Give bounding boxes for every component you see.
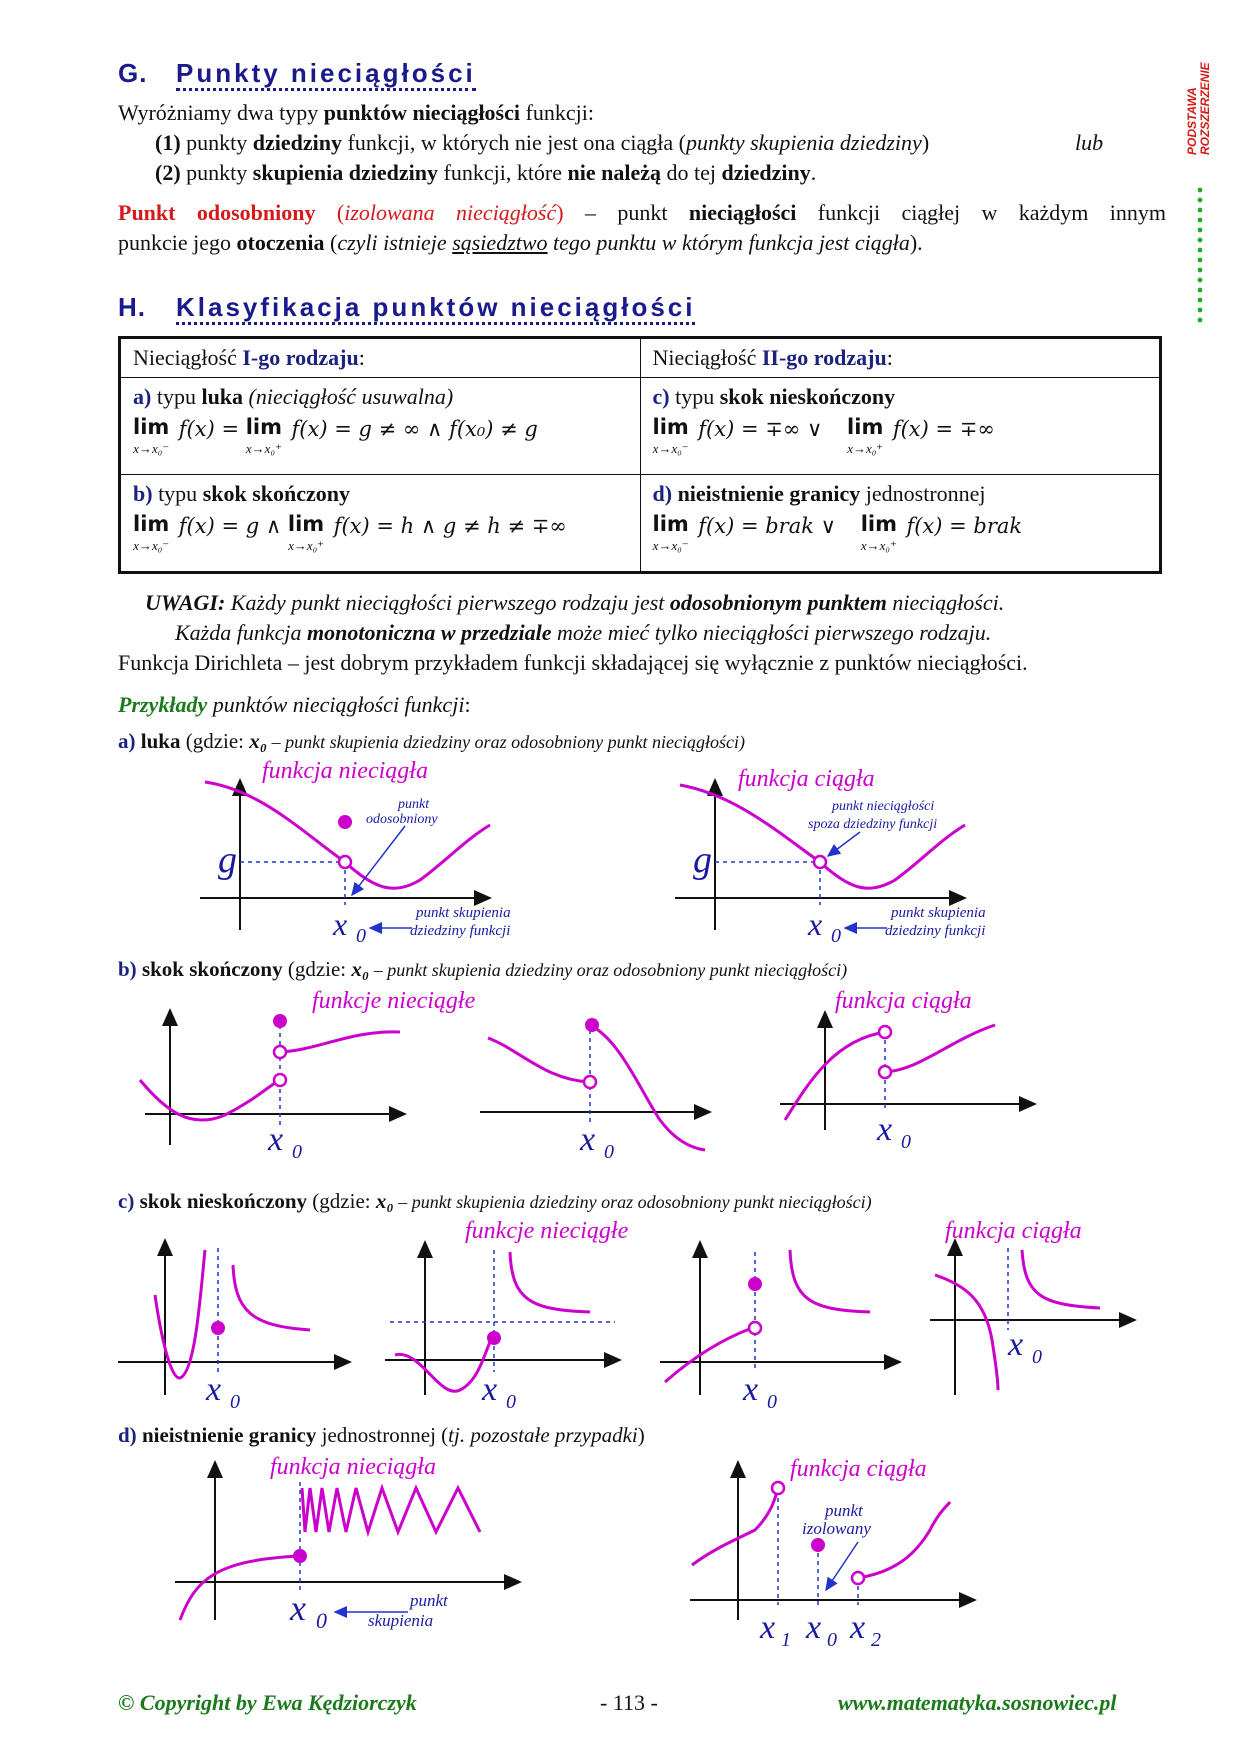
label-x0-sub: 0 bbox=[356, 925, 366, 947]
svg-text:0: 0 bbox=[230, 1391, 240, 1413]
label-continuous: funkcja ciągła bbox=[945, 1218, 1082, 1244]
figure-c-3 bbox=[660, 1242, 900, 1413]
figure-c-2 bbox=[385, 1218, 629, 1413]
svg-text:x: x bbox=[806, 1609, 822, 1646]
cell-finite-jump: b) typu skok skończony lim x→x₀⁻ f(x) = g ∧ lim x→x₀⁺ f(x) = h ∧ g ≠ h ≠ ∓∞ bbox=[120, 475, 641, 573]
filled-point bbox=[273, 1014, 287, 1028]
figure-b-1 bbox=[140, 988, 476, 1163]
example-a-caption: a) luka (gdzie: x₀ – punkt skupienia dziedziny oraz odosobniony punkt nieciągłości) bbox=[118, 729, 746, 753]
section-g-intro: Wyróżniamy dwa typy punktów nieciągłości funkcji: bbox=[118, 100, 594, 125]
label-outside-2: spoza dziedziny funkcji bbox=[808, 817, 938, 832]
svg-text:0: 0 bbox=[901, 1131, 911, 1153]
svg-text:0: 0 bbox=[1032, 1346, 1042, 1368]
label-accum-2: dziedziny funkcji bbox=[885, 923, 986, 939]
side-label-basic: PODSTAWA bbox=[1185, 87, 1199, 155]
figure-c-4 bbox=[930, 1218, 1135, 1395]
cell-infinite-jump: c) typu skok nieskończony lim x→x₀⁻ f(x) = ∓∞ ∨ lim x→x₀⁺ f(x) = ∓∞ bbox=[640, 378, 1161, 475]
open-point bbox=[852, 1572, 864, 1584]
list-item-2: (2) punkty skupienia dziedziny funkcji, które nie należą do tej dziedziny. bbox=[155, 160, 817, 185]
open-point bbox=[584, 1076, 596, 1088]
header-first-kind: Nieciągłość I-go rodzaju: bbox=[120, 338, 641, 378]
open-point bbox=[274, 1074, 286, 1086]
svg-text:x: x bbox=[268, 1121, 284, 1158]
label-x0: x bbox=[808, 906, 823, 942]
label-discontinuous: funkcja nieciągła bbox=[262, 758, 428, 784]
section-g-title: Punkty nieciągłości bbox=[176, 58, 476, 91]
notes-remark-2: Każda funkcja monotoniczna w przedziale może mieć tylko nieciągłości pierwszego rodzaju. bbox=[175, 620, 992, 645]
svg-text:x: x bbox=[877, 1111, 893, 1148]
isolated-point-definition: Punkt odosobniony (izolowana nieciągłość) – punkt nieciągłości funkcji ciągłej w każdym innym bbox=[118, 200, 1167, 225]
section-g-letter: G. bbox=[118, 58, 148, 88]
isolated-point bbox=[338, 815, 352, 829]
annotation-arrow bbox=[828, 832, 860, 856]
svg-text:skupienia: skupienia bbox=[368, 1611, 434, 1630]
footer-copyright: © Copyright by Ewa Kędziorczyk bbox=[118, 1690, 417, 1715]
isolated-point-definition-cont: punkcie jego otoczenia (czyli istnieje sąsiedztwo tego punktu w którym funkcja jest ciągła). bbox=[118, 230, 923, 255]
label-continuous: funkcja ciągła bbox=[738, 766, 875, 792]
example-d-caption: d) nieistnienie granicy jednostronnej (tj. pozostałe przypadki) bbox=[118, 1423, 645, 1447]
open-point bbox=[879, 1066, 891, 1078]
svg-text:x: x bbox=[743, 1371, 759, 1408]
footer-page-number: - 113 - bbox=[600, 1690, 658, 1715]
svg-text:1: 1 bbox=[781, 1629, 791, 1651]
label-accum-1: punkt skupienia bbox=[891, 905, 986, 921]
examples-heading: Przykłady punktów nieciągłości funkcji: bbox=[118, 692, 471, 717]
label-accum-2: dziedziny funkcji bbox=[410, 923, 511, 939]
filled-point bbox=[811, 1538, 825, 1552]
example-b-caption: b) skok skończony (gdzie: x₀ – punkt skupienia dziedziny oraz odosobniony punkt nieciągłości) bbox=[118, 957, 848, 981]
curve bbox=[205, 782, 490, 888]
svg-text:0: 0 bbox=[506, 1391, 516, 1413]
svg-text:punkt: punkt bbox=[410, 1591, 448, 1610]
svg-text:x: x bbox=[760, 1609, 776, 1646]
open-point bbox=[749, 1322, 761, 1334]
svg-text:x: x bbox=[580, 1121, 596, 1158]
svg-text:x: x bbox=[482, 1371, 498, 1408]
label-x0: x bbox=[333, 906, 348, 942]
open-point bbox=[339, 856, 351, 868]
svg-text:punkt: punkt bbox=[825, 1501, 863, 1520]
filled-point bbox=[748, 1277, 762, 1291]
svg-text:x: x bbox=[206, 1371, 222, 1408]
svg-text:0: 0 bbox=[604, 1141, 614, 1163]
label-g: g bbox=[218, 839, 237, 881]
notes-remark-1: UWAGI: Każdy punkt nieciągłości pierwszego rodzaju jest odosobnionym punktem nieciągłości. bbox=[145, 590, 1005, 615]
label-x0-sub: 0 bbox=[831, 925, 841, 947]
open-point bbox=[274, 1046, 286, 1058]
filled-point bbox=[585, 1018, 599, 1032]
open-point bbox=[879, 1026, 891, 1038]
footer-url[interactable]: www.matematyka.sosnowiec.pl bbox=[838, 1690, 1117, 1715]
svg-text:x: x bbox=[1008, 1326, 1024, 1363]
label-outside-1: punkt nieciągłości bbox=[832, 799, 935, 814]
svg-text:x: x bbox=[290, 1588, 306, 1628]
cell-no-one-sided-limit: d) nieistnienie granicy jednostronnej lim x→x₀⁻ f(x) = brak ∨ lim x→x₀⁺ f(x) = brak bbox=[640, 475, 1161, 573]
notes-dirichlet: Funkcja Dirichleta – jest dobrym przykładem funkcji składającej się wyłącznie z punktów nieciągłości. bbox=[118, 650, 1028, 675]
open-point bbox=[814, 856, 826, 868]
figure-c-1 bbox=[118, 1240, 350, 1413]
figure-b-3 bbox=[780, 988, 1035, 1153]
filled-point bbox=[211, 1321, 225, 1335]
side-label-extended: ROZSZERZENIE bbox=[1198, 62, 1212, 155]
label-point: punkt bbox=[398, 797, 430, 812]
figure-a-continuous bbox=[675, 766, 986, 947]
list-item-1: (1) punkty dziedziny funkcji, w których nie jest ona ciągła (punkty skupienia dziedziny) lub bbox=[155, 128, 1165, 158]
section-h-title: Klasyfikacja punktów nieciągłości bbox=[176, 292, 695, 325]
label-discontinuous: funkcja nieciągła bbox=[270, 1454, 436, 1480]
figure-a-discontinuous bbox=[200, 758, 511, 947]
label-g: g bbox=[693, 839, 712, 881]
svg-text:0: 0 bbox=[827, 1629, 837, 1651]
svg-text:0: 0 bbox=[292, 1141, 302, 1163]
label-isolated: odosobniony bbox=[366, 812, 438, 827]
label-continuous: funkcja ciągła bbox=[835, 988, 972, 1014]
svg-text:0: 0 bbox=[767, 1391, 777, 1413]
label-accum-1: punkt skupienia bbox=[416, 905, 511, 921]
example-c-caption: c) skok nieskończony (gdzie: x₀ – punkt skupienia dziedziny oraz odosobniony punkt nieciągłości) bbox=[118, 1189, 872, 1213]
svg-text:x: x bbox=[850, 1609, 866, 1646]
figure-b-2 bbox=[480, 1018, 710, 1163]
filled-point bbox=[487, 1331, 501, 1345]
header-second-kind: Nieciągłość II-go rodzaju: bbox=[640, 338, 1161, 378]
svg-text:izolowany: izolowany bbox=[802, 1519, 871, 1538]
figure-d-2 bbox=[690, 1456, 975, 1651]
open-point bbox=[772, 1482, 784, 1494]
svg-text:0: 0 bbox=[316, 1608, 327, 1633]
list-item-or: lub bbox=[1075, 130, 1104, 155]
label-discontinuous-plural: funkcje nieciągłe bbox=[312, 988, 476, 1014]
label-discontinuous-plural: funkcje nieciągłe bbox=[465, 1218, 629, 1244]
section-h-letter: H. bbox=[118, 292, 146, 322]
svg-text:2: 2 bbox=[871, 1629, 881, 1651]
filled-point bbox=[293, 1549, 307, 1563]
label-continuous: funkcja ciągła bbox=[790, 1456, 927, 1482]
cell-removable: a) typu luka (nieciągłość usuwalna) lim x→x₀⁻ f(x) = lim x→x₀⁺ f(x) = g ≠ ∞ ∧ f(x₀) ≠ g bbox=[120, 378, 641, 475]
figure-d-1 bbox=[175, 1454, 520, 1633]
